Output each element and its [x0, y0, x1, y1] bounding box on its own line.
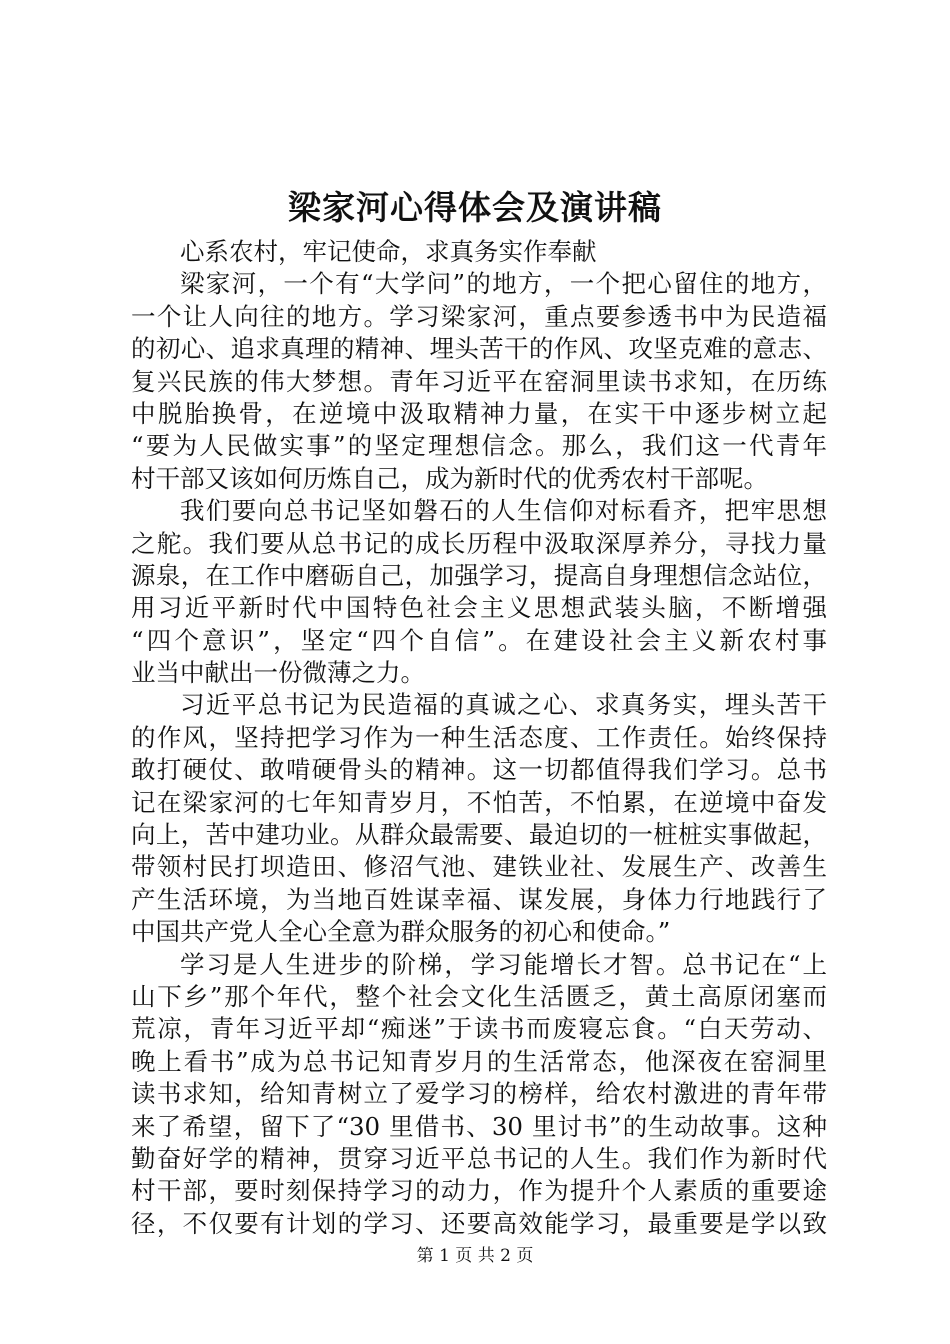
text-line: 村干部又该如何历炼自己，成为新时代的优秀农村干部呢。 [131, 463, 768, 493]
text-line: 业当中献出一份微薄之力。 [131, 658, 425, 688]
text-line: 向上，苦中建功业。从群众最需要、最迫切的一桩桩实事做起， [131, 820, 827, 850]
text-line: 的初心、追求真理的精神、埋头苦干的作风、攻坚克难的意志、 [131, 334, 827, 364]
text-line: 学习是人生进步的阶梯，学习能增长才智。总书记在“上 [180, 949, 827, 979]
text-line: “要为人民做实事”的坚定理想信念。那么，我们这一代青年 [131, 431, 827, 461]
text-line: 记在梁家河的七年知青岁月，不怕苦，不怕累，在逆境中奋发 [131, 787, 827, 817]
text-line: 径，不仅要有计划的学习、还要高效能学习，最重要是学以致 [131, 1208, 827, 1238]
text-line: 荒凉，青年习近平却“痴迷”于读书而废寝忘食。“白天劳动、 [131, 1014, 827, 1044]
text-line: 用习近平新时代中国特色社会主义思想武装头脑，不断增强 [131, 593, 827, 623]
text-line: 源泉，在工作中磨砺自己，加强学习，提高自身理想信念站位， [131, 560, 827, 590]
text-line: 产生活环境，为当地百姓谋幸福、谋发展，身体力行地践行了 [131, 884, 827, 914]
document-body [131, 236, 827, 1240]
text-line: 中脱胎换骨，在逆境中汲取精神力量，在实干中逐步树立起 [131, 398, 827, 428]
text-line: 我们要向总书记坚如磐石的人生信仰对标看齐，把牢思想 [180, 496, 827, 526]
text-line: 复兴民族的伟大梦想。青年习近平在窑洞里读书求知，在历练 [131, 366, 827, 396]
text-line: 勤奋好学的精神，贯穿习近平总书记的人生。我们作为新时代 [131, 1143, 827, 1173]
text-line: 敢打硬仗、敢啃硬骨头的精神。这一切都值得我们学习。总书 [131, 755, 827, 785]
page-footer: 第 1 页 共 2 页 [416, 1246, 534, 1266]
text-line: 之舵。我们要从总书记的成长历程中汲取深厚养分，寻找力量 [131, 528, 827, 558]
text-line: 晚上看书”成为总书记知青岁月的生活常态，他深夜在窑洞里 [131, 1046, 827, 1076]
text-line: 一个让人向往的地方。学习梁家河，重点要参透书中为民造福 [131, 301, 827, 331]
text-line: 梁家河，一个有“大学问”的地方，一个把心留住的地方， [180, 269, 827, 299]
subtitle-line: 心系农村，牢记使命，求真务实作奉献 [180, 237, 597, 266]
text-line: 村干部，要时刻保持学习的动力，作为提升个人素质的重要途 [131, 1176, 827, 1206]
text-line: 山下乡”那个年代，整个社会文化生活匮乏，黄土高原闭塞而 [131, 981, 827, 1011]
text-line: 中国共产党人全心全意为群众服务的初心和使命。” [131, 917, 671, 947]
text-line: 习近平总书记为民造福的真诚之心、求真务实，埋头苦干 [180, 690, 827, 720]
text-line: 读书求知，给知青树立了爱学习的榜样，给农村激进的青年带 [131, 1079, 827, 1109]
text-line: 的作风，坚持把学习作为一种生活态度、工作责任。始终保持 [131, 722, 827, 752]
text-line: “四个意识”，坚定“四个自信”。在建设社会主义新农村事 [131, 625, 827, 655]
text-line: 带领村民打坝造田、修沼气池、建铁业社、发展生产、改善生 [131, 852, 827, 882]
document-title: 梁家河心得体会及演讲稿 [288, 188, 662, 227]
text-line: 来了希望，留下了“30 里借书、30 里讨书”的生动故事。这种 [131, 1111, 827, 1141]
